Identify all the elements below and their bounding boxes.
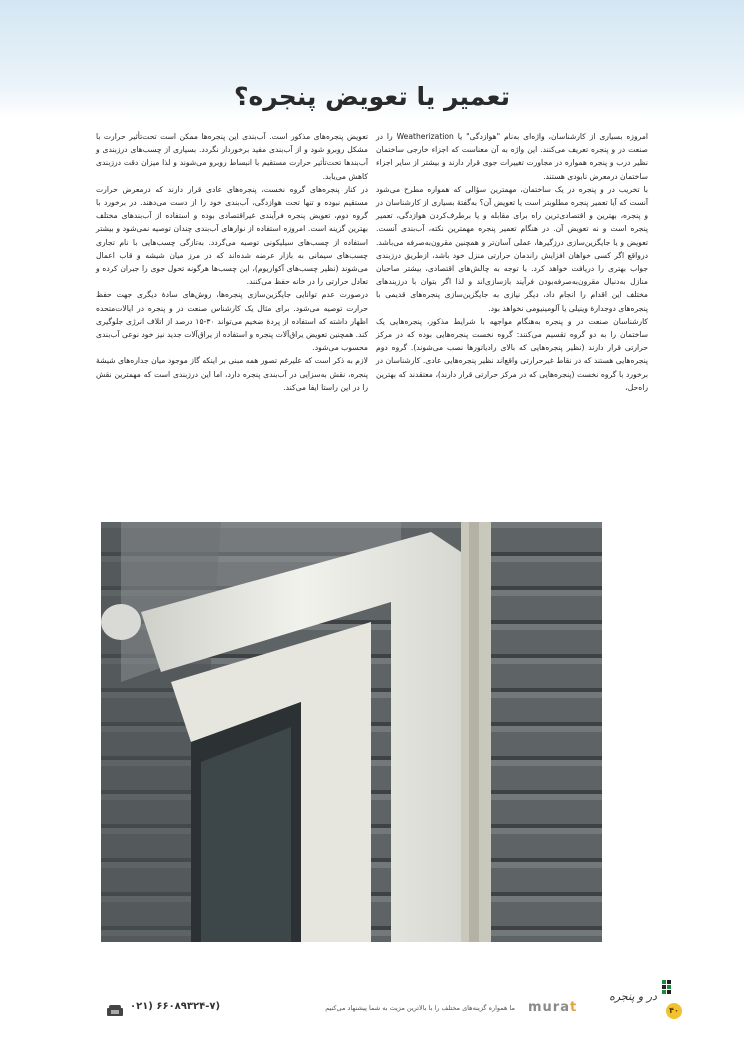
window-frame-illustration <box>101 522 602 942</box>
paragraph: امروزه بسیاری از کارشناسان، واژه‌ای به‌نام "هوازدگی" یا Weatherization را در صنعت در و پنجره تعریف می‌کنند. این واژه به آن معناست که اجزاء خارجی ساختمان نظیر درب و پنجره همواره در مجاورت تغییرات جوی قرار دارند و بیشتر از سایر اجزاء ساختمان درمعرض نابودی هستند. <box>376 132 648 181</box>
murat-logo-main: mura <box>528 1000 570 1015</box>
magazine-logo-icon <box>604 980 674 1026</box>
paragraph: با تخریب در و پنجره در یک ساختمان، مهمترین سؤالی که همواره مطرح می‌شود آنست که آیا تعمیر پنجره مطلوبتر است یا تعویض آن؟ به‌گفتهٔ بسیاری از کارشناسان در و پنجره، بهترین و اقتصادی‌ترین راه برای مقابله و یا برطرف‌کردن هوازدگی، تعمیر پنجره است و نه تعویض آن. در هنگام تعمیر پنجره مهمترین نکته، آب‌بندی آنست. تعویض و یا جایگزین‌سازی درزگیرها، عملی آسان‌تر و همچنین مقرون‌به‌صرفه می‌باشد. درواقع اگر کسی خواهان افزایش راندمان حرارتی منزل خود باشد، ازطریق درزبندی جواب بهتری را دریافت خواهد کرد. با توجه به چالش‌های اقتصادی، بیشتر صاحبان منازل به‌دنبال مقرون‌به‌صرفه‌بودن فرآیند بازسازی‌اند و لذا اگر بتوان با درزبندهای مختلف این اقدام را انجام داد، دیگر نیازی به جایگزین‌سازی پنجره‌های قدیمی با پنجره‌های دوجدارهٔ وینیلی یا آلومینیومی نخواهد بود. <box>376 184 648 313</box>
murat-logo <box>528 1000 577 1015</box>
footer-phone: ۰۲۱) ۶۶۰۸۹۳۲۴-۷) <box>130 1001 221 1012</box>
paragraph: درصورت عدم توانایی جایگزین‌سازی پنجره‌ها، روش‌های سادهٔ دیگری جهت حفظ حرارت توصیه می‌شود. برای مثال یک کارشناس صنعت در و پنجره در ایالات‌متحده اظهار داشته که استفاده از پردهٔ ضخیم می‌تواند ۳۰-۱۵ درصد از اتلاف انرژی جلوگیری کند. همچنین تعویض یراق‌آلات پنجره و استفاده از یراق‌آلات جدید نیز خود نوعی آب‌بندی محسوب می‌شود. <box>96 290 369 353</box>
phone-icon <box>106 1002 124 1021</box>
paragraph: در کنار پنجره‌های گروه نخست، پنجره‌های عادی قرار دارند که درمعرض حرارت مستقیم نبوده و تنها تحت هوازدگی، آب‌بندی خود را از دست می‌دهند. در برخورد با گروه دوم، تعویض پنجره فرآیندی غیراقتصادی بوده و استفاده از آب‌بندهای مختلف بهترین گزینه است. امروزه استفاده از نوارهای آب‌بندی چندان توصیه نمی‌شود و بیشتر استفاده از چسب‌های سیلیکونی توصیه می‌گردد. به‌تازگی چسب‌هایی با نام تجاری چسب‌های سیمانی به بازار عرضه شده‌اند که در مرز میان شیشه و قاب اعمال می‌شوند (نظیر چسب‌های آکواریوم)، این چسب‌ها هرگونه تحول جوی را جبران کرده و تعادل حرارتی را در خانه حفظ می‌کنند. <box>96 184 368 287</box>
paragraph: لازم به ذکر است که علیرغم تصور همه مبنی بر اینکه گاز موجود میان جداره‌های شیشهٔ پنجره، نقش به‌سزایی در آب‌بندی پنجره دارد، اما این درزبندی است که مهمترین نقش را در این راستا ایفا می‌کند. <box>96 356 368 392</box>
article-column-right <box>376 130 648 394</box>
article-title: تعمیر یا تعویض پنجره؟ <box>234 82 510 111</box>
paragraph: تعویض پنجره‌های مذکور است. آب‌بندی این پنجره‌ها ممکن است تحت‌تأثیر حرارت با مشکل روبرو شود و از آب‌بندی مفید برخوردار نگردد. بسیاری از چسب‌های درزبندی و آب‌بندها تحت‌تأثیر حرارت مستقیم با انبساط روبرو می‌شوند و لذا میزان دقت درزبندی کاهش می‌یابد. <box>96 132 368 181</box>
paragraph: کارشناسان صنعت در و پنجره به‌هنگام مواجهه با شرایط مذکور، پنجره‌هایی یک ساختمان را به دو گروه تقسیم می‌کنند: گروه نخست پنجره‌هایی بوده که در مرکز حرارتی قرار دارند (نظیر پنجره‌هایی که بالای رادیاتورها نصب می‌شوند). گروه دوم پنجره‌هایی هستند که در نقاط غیرحرارتی واقع‌اند نظیر پنجره‌هایی عادی. کارشناسان در برخورد با گروه نخست (پنجره‌هایی که در مرکز حرارتی قرار دارند)، معتقدند که بهترین راه‌حل، <box>376 316 648 392</box>
page-number: ۴۰ <box>666 1003 682 1019</box>
magazine-brand-name: در و پنجره <box>609 990 657 1003</box>
murat-logo-accent: t <box>569 1000 578 1015</box>
window-frame-photo <box>101 522 602 942</box>
page-footer <box>0 960 744 1053</box>
article-column-left <box>96 130 368 394</box>
footer-ad-text: ما همواره گزینه‌های مختلف را با بالاترین مزیت به شما پیشنهاد می‌کنیم <box>325 1004 515 1012</box>
